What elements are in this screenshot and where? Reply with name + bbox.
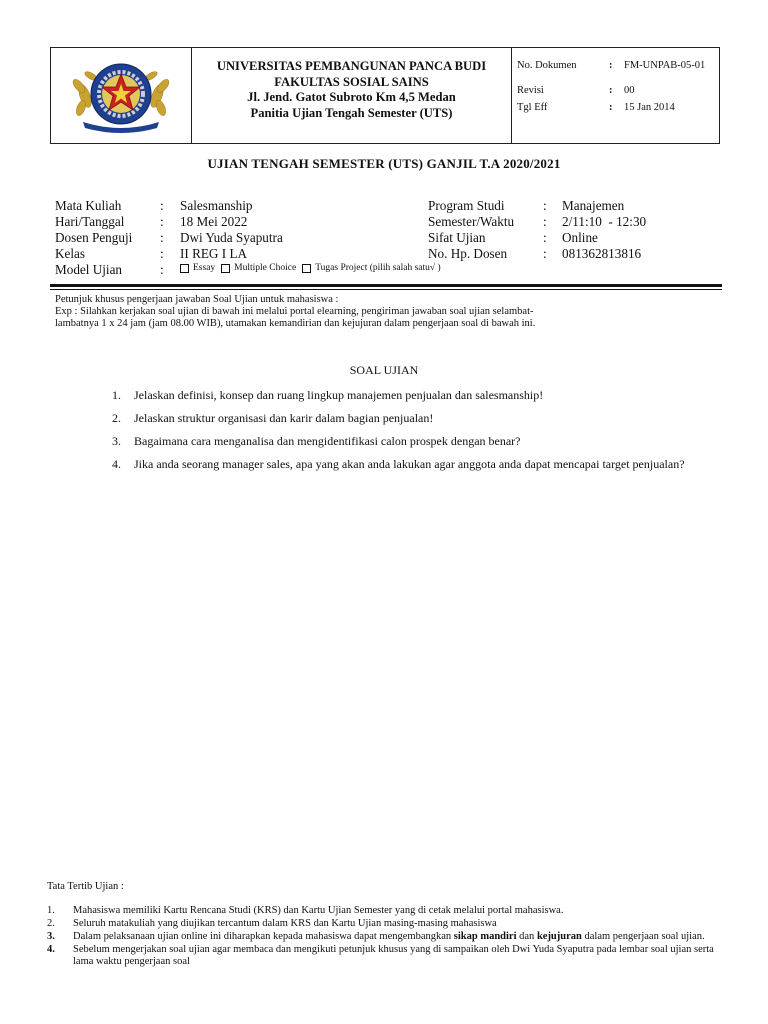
checkbox-icon[interactable] (180, 264, 189, 273)
doc-info-row (517, 60, 717, 74)
info-label: No. Hp. Dosen (428, 246, 508, 261)
doc-number-label: No. Dokumen (517, 60, 577, 71)
info-colon: : (160, 230, 164, 245)
instructions (55, 294, 695, 330)
info-label: Model Ujian (55, 262, 123, 277)
question-item (112, 411, 692, 425)
divider-thick (50, 284, 722, 287)
info-value: Online (562, 230, 598, 245)
info-value: II REG I LA (180, 246, 248, 261)
info-colon: : (160, 198, 164, 213)
rule-text: Mahasiswa memiliki Kartu Rencana Studi (KRS) dan Kartu Ujian Semester yang di cetak melalui portal mahasiswa. (73, 905, 564, 916)
option-multiple-choice[interactable] (221, 263, 296, 273)
doc-number-value: FM-UNPAB-05-01 (624, 60, 706, 71)
rule-number: 4. (47, 944, 55, 955)
rule-number: 1. (47, 905, 55, 916)
revision-label: Revisi (517, 85, 544, 96)
info-label: Hari/Tanggal (55, 214, 125, 229)
rule-item (47, 905, 727, 917)
question-number: 4. (112, 457, 121, 471)
info-value: Dwi Yuda Syaputra (180, 230, 283, 245)
effective-date-value: 15 Jan 2014 (624, 102, 675, 113)
header-divider-right (511, 48, 512, 143)
instructions-line: lambatnya 1 x 24 jam (jam 08.00 WIB), utamakan kemandirian dan kejujuran dalam pengerjaan soal di bawah ini. (55, 318, 536, 329)
info-label: Mata Kuliah (55, 198, 122, 213)
info-colon: : (543, 246, 547, 261)
institution-heading (192, 59, 511, 121)
info-label: Semester/Waktu (428, 214, 515, 229)
university-name: UNIVERSITAS PEMBANGUNAN PANCA BUDI (216, 59, 487, 73)
doc-colon: : (609, 102, 613, 113)
option-label: Tugas Project (pilih salah satu√ ) (315, 263, 441, 273)
option-label: Essay (193, 263, 216, 273)
revision-value: 00 (624, 85, 635, 96)
questions-title: SOAL UJIAN (349, 363, 419, 377)
option-label: Multiple Choice (234, 263, 297, 273)
info-label: Program Studi (428, 198, 505, 213)
info-label: Kelas (55, 246, 86, 261)
option-essay[interactable] (180, 263, 215, 273)
divider-thin (50, 289, 722, 290)
info-label: Sifat Ujian (428, 230, 486, 245)
instructions-heading: Petunjuk khusus pengerjaan jawaban Soal Ujian untuk mahasiswa : (55, 294, 339, 305)
info-colon: : (543, 214, 547, 229)
address: Jl. Jend. Gatot Subroto Km 4,5 Medan (247, 90, 456, 104)
checkbox-icon[interactable] (302, 264, 311, 273)
effective-date-label: Tgl Eff (517, 102, 548, 113)
university-logo-icon (65, 56, 177, 136)
info-colon: : (160, 262, 164, 277)
rule-item (47, 931, 727, 943)
info-colon: : (543, 198, 547, 213)
question-item (112, 388, 692, 402)
question-text: Jelaskan definisi, konsep dan ruang lingkup manajemen penjualan dan salesmanship! (134, 388, 544, 402)
rules-list (47, 905, 727, 969)
doc-info-row (517, 102, 717, 116)
rule-item (47, 918, 727, 930)
rule-text: Sebelum mengerjakan soal ujian agar membaca dan mengikuti petunjuk khusus yang di sampaikan oleh Dwi Yuda Syaputra pada lembar soal ujian serta lama waktu pengerjaan soal (73, 944, 714, 967)
question-item (112, 434, 692, 448)
exam-title: UJIAN TENGAH SEMESTER (UTS) GANJIL T.A 2020/2021 (207, 156, 561, 171)
rule-number: 3. (47, 931, 55, 942)
faculty-name: FAKULTAS SOSIAL SAINS (274, 74, 429, 89)
exam-info-right (428, 198, 728, 264)
question-text: Jelaskan struktur organisasi dan karir dalam bagian penjualan! (134, 411, 434, 425)
question-number: 1. (112, 388, 121, 402)
info-value: 2/11:10 - 12:30 (562, 214, 647, 229)
question-text: Jika anda seorang manager sales, apa yang akan anda lakukan agar anggota anda dapat mencapai target penjualan? (134, 457, 685, 471)
doc-info-row (517, 85, 717, 99)
rule-text: Dalam pelaksanaan ujian online ini diharapkan kepada mahasiswa dapat mengembangkan (73, 931, 454, 942)
exam-model-options (180, 263, 447, 273)
doc-colon: : (609, 60, 613, 71)
instructions-line: Exp : Silahkan kerjakan soal ujian di bawah ini melalui portal elearning, pengiriman jawaban soal ujian selambat- (55, 306, 534, 317)
info-value: 081362813816 (562, 246, 642, 261)
rule-text: dan (516, 931, 537, 942)
info-value: Manajemen (562, 198, 625, 213)
info-colon: : (160, 214, 164, 229)
question-list (112, 388, 692, 480)
rule-item (47, 944, 727, 968)
committee-name: Panitia Ujian Tengah Semester (UTS) (250, 105, 453, 120)
question-number: 2. (112, 411, 121, 425)
doc-colon: : (609, 85, 613, 96)
info-value: 18 Mei 2022 (180, 214, 248, 229)
rule-emphasis: kejujuran (536, 931, 582, 942)
header-box (50, 47, 720, 144)
rule-text: Seluruh matakuliah yang diujikan tercantum dalam KRS dan Kartu Ujian masing-masing mahasiswa (73, 918, 497, 929)
question-number: 3. (112, 434, 121, 448)
info-value: Salesmanship (180, 198, 253, 213)
info-label: Dosen Penguji (55, 230, 133, 245)
checkbox-icon[interactable] (221, 264, 230, 273)
option-project[interactable] (302, 263, 440, 273)
rules-title: Tata Tertib Ujian : (47, 881, 124, 892)
question-item (112, 457, 692, 471)
rule-number: 2. (47, 918, 55, 929)
question-text: Bagaimana cara menganalisa dan mengidentifikasi calon prospek dengan benar? (134, 434, 521, 448)
rule-emphasis: sikap mandiri (453, 931, 517, 942)
info-colon: : (543, 230, 547, 245)
rule-text: dalam pengerjaan soal ujian. (581, 931, 705, 942)
info-colon: : (160, 246, 164, 261)
